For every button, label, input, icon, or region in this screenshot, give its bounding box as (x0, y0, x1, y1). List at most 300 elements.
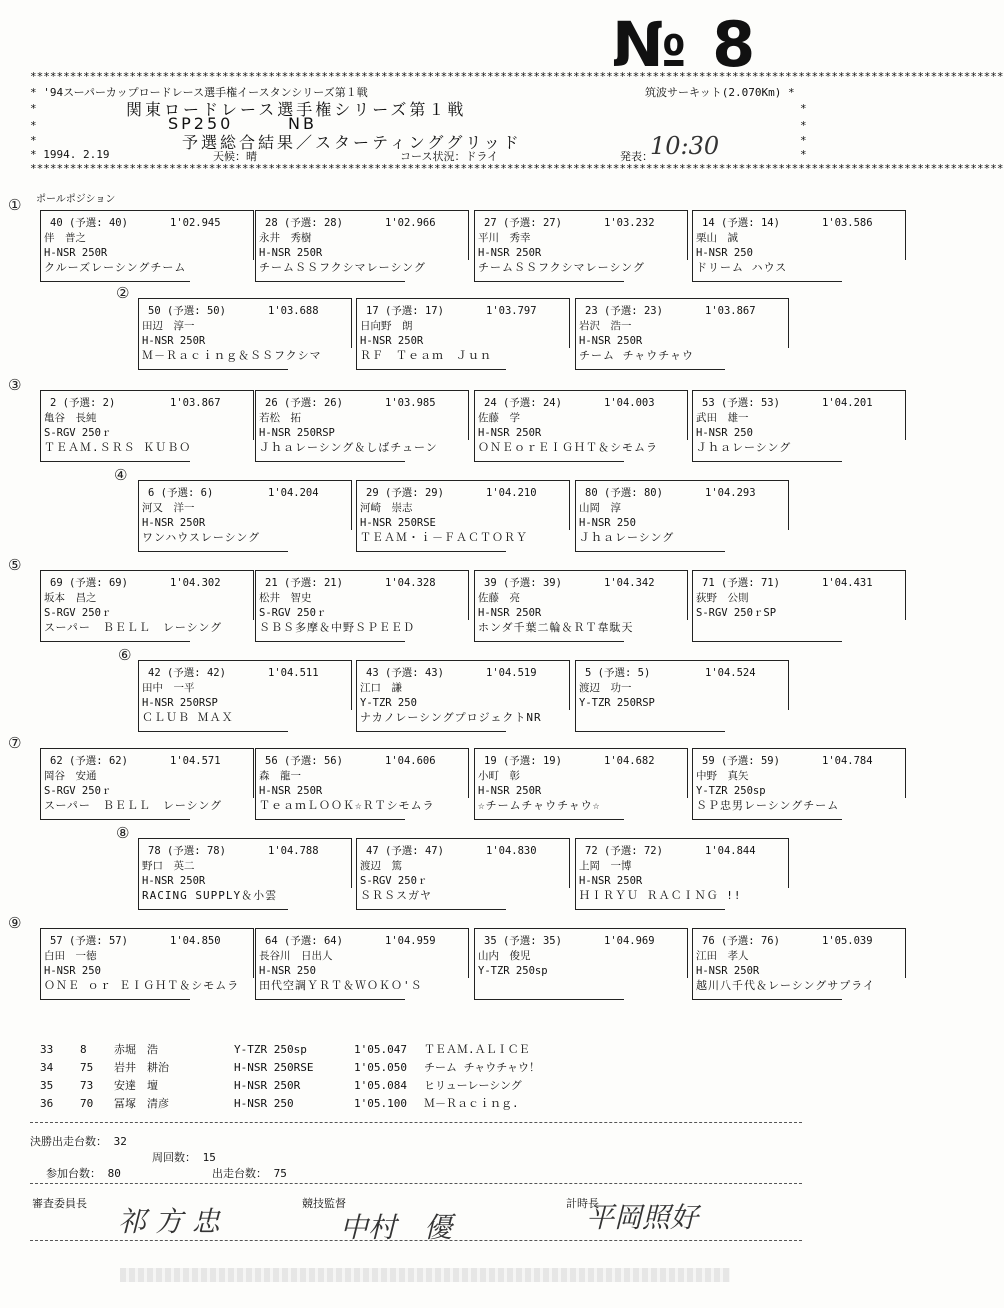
grid-slot (692, 748, 906, 820)
qualifying-position: 26 (323, 397, 337, 409)
lap-time: 1'05.039 (822, 935, 873, 947)
cell-pos: 33 (40, 1042, 54, 1056)
car-number: 28 (265, 217, 278, 229)
machine: H-NSR 250 (579, 517, 636, 529)
slot-number-line: 17 (予選: 17) 1'03.797 (366, 305, 537, 317)
team-name: スーパー ＢＥＬＬ レーシング (44, 799, 223, 812)
car-number: 76 (702, 935, 715, 947)
machine: H-NSR 250RSP (259, 427, 335, 439)
qualifying-position: 5 (637, 667, 644, 679)
team-name: チーム チャウチャウ (579, 349, 694, 362)
lap-time: 1'03.688 (268, 305, 319, 317)
car-number: 17 (366, 305, 379, 317)
car-number: 27 (484, 217, 497, 229)
rider-name: 白田 一徳 (44, 950, 97, 962)
machine: H-NSR 250R (478, 785, 542, 797)
class-sub: NB (288, 114, 317, 133)
grid-slot (138, 298, 352, 370)
team-name: チームＳＳフクシマレーシング (478, 261, 645, 274)
machine: S-RGV 250ｒ (44, 427, 112, 439)
car-number: 59 (702, 755, 715, 767)
qualifying-position: 56 (323, 755, 337, 767)
team-name: ＯＮＥｏｒＥＩＧＨＴ＆シモムラ (478, 441, 658, 454)
grid-slot (138, 480, 352, 552)
rider-name: 渡辺 篤 (360, 860, 402, 872)
cell-machine: Y-TZR 250sp (234, 1042, 307, 1056)
slot-number-line: 40 (予選: 40) 1'02.945 (50, 217, 221, 229)
grid-slot (692, 210, 906, 282)
slot-number-line: 56 (予選: 56) 1'04.606 (265, 755, 436, 767)
team-name: 越川八千代＆レーシングサプライ (696, 979, 875, 992)
table-row (40, 1058, 624, 1076)
lap-time: 1'03.797 (486, 305, 537, 317)
machine: H-NSR 250R (360, 335, 424, 347)
qualifying-position: 59 (760, 755, 774, 767)
timekeeper-label: 計時長 (566, 1197, 599, 1210)
qualifying-position: 47 (424, 845, 438, 857)
grid-row-marker: ② (116, 284, 130, 302)
slot-number-line: 57 (予選: 57) 1'04.850 (50, 935, 221, 947)
car-number: 5 (585, 667, 592, 679)
qualifying-position: 57 (108, 935, 122, 947)
slot-number-line: 35 (予選: 35) 1'04.969 (484, 935, 655, 947)
slot-number-line: 21 (予選: 21) 1'04.328 (265, 577, 436, 589)
team-name: クルーズレーシングチーム (44, 261, 187, 274)
rider-name: 栗山 誠 (696, 232, 738, 244)
slot-number-line: 39 (予選: 39) 1'04.342 (484, 577, 655, 589)
timekeeper-signature: 平岡照好 (586, 1201, 699, 1234)
doc-number: № 8 (612, 8, 758, 81)
team-name: ワンハウスレーシング (142, 531, 261, 544)
rider-name: 平川 秀幸 (478, 232, 531, 244)
machine: H-NSR 250 (696, 247, 753, 259)
qualifying-position: 50 (206, 305, 220, 317)
lap-time: 1'04.328 (385, 577, 436, 589)
rider-name: 日向野 朗 (360, 320, 413, 332)
rider-name: 山内 俊児 (478, 950, 531, 962)
rider-name: 江田 孝人 (696, 950, 749, 962)
grid-slot (575, 298, 789, 370)
grid-slot (692, 570, 906, 642)
series-label: * '94スーパーカップロードレース選手権イースタンシリーズ第１戦 (30, 86, 368, 99)
rider-name: 武田 雄一 (696, 412, 749, 424)
cell-team: ヒリューレーシング (424, 1079, 522, 1092)
slot-number-line: 43 (予選: 43) 1'04.519 (366, 667, 537, 679)
rider-name: 中野 真矢 (696, 770, 749, 782)
starters-count: 出走台数： 75 (212, 1167, 287, 1180)
slot-number-line: 19 (予選: 19) 1'04.682 (484, 755, 655, 767)
car-number: 62 (50, 755, 63, 767)
lap-time: 1'04.830 (486, 845, 537, 857)
team-name: ＴＥＡＭ・ｉ－ＦＡＣＴＯＲＹ (360, 531, 528, 544)
slot-number-line: 76 (予選: 76) 1'05.039 (702, 935, 873, 947)
grid-slot (255, 570, 469, 642)
qualifying-position: 78 (206, 845, 220, 857)
qualifying-position: 6 (200, 487, 207, 499)
car-number: 42 (148, 667, 161, 679)
car-number: 72 (585, 845, 598, 857)
rider-name: 松井 智史 (259, 592, 312, 604)
car-number: 21 (265, 577, 278, 589)
machine: H-NSR 250R (579, 875, 643, 887)
machine: Y-TZR 250 (360, 697, 417, 709)
qualifying-position: 23 (643, 305, 657, 317)
qualifying-position: 72 (643, 845, 657, 857)
lap-time: 1'04.302 (170, 577, 221, 589)
team-name: ホンダ千葉二輪＆ＲＴ韋駄天 (478, 621, 634, 634)
machine: H-NSR 250RSE (360, 517, 436, 529)
cell-no: 75 (80, 1060, 94, 1074)
grid-slot (40, 570, 254, 642)
lap-time: 1'04.524 (705, 667, 756, 679)
machine: H-NSR 250R (44, 247, 108, 259)
cell-machine: H-NSR 250R (234, 1078, 301, 1092)
scan-artifact-strip (120, 1268, 730, 1282)
qualifying-position: 53 (760, 397, 774, 409)
grid-row-marker: ⑦ (8, 734, 22, 752)
race-date: * 1994. 2.19 (30, 148, 110, 161)
grid-slot (255, 928, 469, 1000)
grid-slot (474, 390, 688, 462)
cell-team: ＴＥＡＭ.ＡＬＩＣＥ (424, 1043, 530, 1056)
car-number: 50 (148, 305, 161, 317)
qualifying-position: 42 (206, 667, 220, 679)
rider-name: 河崎 崇志 (360, 502, 413, 514)
class-name: SP250 (168, 114, 234, 133)
non-qualifier-table (40, 1040, 624, 1112)
car-number: 47 (366, 845, 379, 857)
lap-time: 1'04.342 (604, 577, 655, 589)
machine: H-NSR 250R (579, 335, 643, 347)
rider-name: 山岡 淳 (579, 502, 621, 514)
weather: 天候：晴 (213, 150, 257, 163)
cell-pos: 35 (40, 1078, 54, 1092)
cell-machine: H-NSR 250 (234, 1096, 294, 1110)
team-name: 田代空調ＹＲＴ＆ＷＯＫＯ'Ｓ (259, 979, 423, 992)
slot-number-line: 80 (予選: 80) 1'04.293 (585, 487, 756, 499)
qualifying-position: 64 (323, 935, 337, 947)
grid-slot (575, 660, 789, 732)
lap-time: 1'03.232 (604, 217, 655, 229)
grid-row-marker: ① (8, 196, 22, 214)
lap-time: 1'04.210 (486, 487, 537, 499)
lap-time: 1'04.606 (385, 755, 436, 767)
course-condition: コース状況：ドライ (400, 150, 499, 163)
steward-label: 審査委員長 (32, 1197, 87, 1210)
qualifying-position: 35 (542, 935, 556, 947)
rider-name: 上岡 一博 (579, 860, 632, 872)
circuit-name: 筑波サーキット(2.070Km) * (645, 86, 795, 99)
qualifying-position: 71 (760, 577, 774, 589)
grid-row-marker: ④ (114, 466, 128, 484)
rider-name: 長谷川 日出人 (259, 950, 333, 962)
lap-time: 1'03.586 (822, 217, 873, 229)
qualifying-position: 2 (102, 397, 109, 409)
team-name: Ｍ－Ｒａｃｉｎｇ＆ＳＳフクシマ (142, 349, 322, 362)
team-name: チームＳＳフクシマレーシング (259, 261, 426, 274)
machine: S-RGV 250ｒ (259, 607, 327, 619)
laps-count: 周回数： 15 (152, 1151, 216, 1164)
lap-time: 1'04.844 (705, 845, 756, 857)
car-number: 80 (585, 487, 598, 499)
machine: Y-TZR 250RSP (579, 697, 655, 709)
slot-number-line: 28 (予選: 28) 1'02.966 (265, 217, 436, 229)
qualifying-position: 62 (108, 755, 122, 767)
slot-number-line: 53 (予選: 53) 1'04.201 (702, 397, 873, 409)
grid-slot (356, 480, 570, 552)
slot-number-line: 6 (予選: 6) 1'04.204 (148, 487, 319, 499)
entries-count: 参加台数： 80 (46, 1167, 121, 1180)
table-row (40, 1094, 624, 1112)
machine: H-NSR 250 (259, 965, 316, 977)
lap-time: 1'04.682 (604, 755, 655, 767)
slot-number-line: 50 (予選: 50) 1'03.688 (148, 305, 319, 317)
machine: S-RGV 250ｒ (44, 785, 112, 797)
team-name: ＳＢＳ多摩＆中野ＳＰＥＥＤ (259, 621, 415, 634)
machine: H-NSR 250 (44, 965, 101, 977)
cell-rider: 赤堀 浩 (114, 1043, 158, 1056)
announce-time: 10:30 (650, 132, 720, 160)
grid-slot (474, 210, 688, 282)
cell-no: 73 (80, 1078, 94, 1092)
cell-team: チーム チャウチャウ！ (424, 1061, 540, 1074)
car-number: 56 (265, 755, 278, 767)
grid-row-marker: ③ (8, 376, 22, 394)
car-number: 39 (484, 577, 497, 589)
rider-name: 亀谷 長純 (44, 412, 97, 424)
qualifying-position: 69 (108, 577, 122, 589)
grid-slot (138, 838, 352, 910)
rider-name: 佐藤 学 (478, 412, 520, 424)
steward-signature: 祁 方 忠 (118, 1205, 220, 1238)
grid-slot (575, 838, 789, 910)
rider-name: 田中 一平 (142, 682, 195, 694)
cell-machine: H-NSR 250RSE (234, 1060, 314, 1074)
slot-number-line: 26 (予選: 26) 1'03.985 (265, 397, 436, 409)
rider-name: 伴 普之 (44, 232, 86, 244)
machine: H-NSR 250R (142, 875, 206, 887)
rider-name: 河又 洋一 (142, 502, 195, 514)
car-number: 29 (366, 487, 379, 499)
car-number: 23 (585, 305, 598, 317)
qualifying-position: 80 (643, 487, 657, 499)
rider-name: 小町 彰 (478, 770, 520, 782)
cell-rider: 岩井 耕治 (114, 1061, 169, 1074)
lap-time: 1'04.204 (268, 487, 319, 499)
grid-slot (575, 480, 789, 552)
grid-row-marker: ⑧ (116, 824, 130, 842)
team-name: ＳＲＳスガヤ (360, 889, 432, 902)
qualifying-position: 28 (323, 217, 337, 229)
machine: Y-TZR 250sp (696, 785, 766, 797)
machine: H-NSR 250R (142, 335, 206, 347)
rider-name: 坂本 昌之 (44, 592, 97, 604)
cell-time: 1'05.100 (354, 1096, 407, 1110)
lap-time: 1'04.201 (822, 397, 873, 409)
slot-number-line: 23 (予選: 23) 1'03.867 (585, 305, 756, 317)
car-number: 24 (484, 397, 497, 409)
qualifying-position: 76 (760, 935, 774, 947)
team-name: Ｊｈａレーシング＆しばチューン (259, 441, 438, 454)
car-number: 71 (702, 577, 715, 589)
qualifying-position: 24 (542, 397, 556, 409)
rider-name: 永井 秀樹 (259, 232, 312, 244)
cell-pos: 36 (40, 1096, 54, 1110)
subtitle: 予選総合結果／スターティンググリッド (182, 133, 522, 152)
team-name: RACING SUPPLY＆小雲 (142, 889, 278, 902)
grid-slot (138, 660, 352, 732)
slot-number-line: 78 (予選: 78) 1'04.788 (148, 845, 319, 857)
slot-number-line: 71 (予選: 71) 1'04.431 (702, 577, 873, 589)
lap-time: 1'04.788 (268, 845, 319, 857)
slot-number-line: 47 (予選: 47) 1'04.830 (366, 845, 537, 857)
slot-number-line: 14 (予選: 14) 1'03.586 (702, 217, 873, 229)
grid-slot (692, 390, 906, 462)
grid-slot (40, 210, 254, 282)
lap-time: 1'04.003 (604, 397, 655, 409)
grid-slot (255, 390, 469, 462)
lap-time: 1'04.519 (486, 667, 537, 679)
table-row (40, 1076, 624, 1094)
rider-name: 佐藤 亮 (478, 592, 520, 604)
rider-name: 岡谷 安通 (44, 770, 97, 782)
grid-row-marker: ⑤ (8, 556, 22, 574)
team-name: ドリーム ハウス (696, 261, 788, 274)
machine: H-NSR 250R (478, 247, 542, 259)
grid-slot (255, 748, 469, 820)
grid-slot (692, 928, 906, 1000)
machine: S-RGV 250ｒSP (696, 607, 777, 619)
lap-time: 1'04.571 (170, 755, 221, 767)
qualifying-position: 14 (760, 217, 774, 229)
lap-time: 1'04.511 (268, 667, 319, 679)
car-number: 2 (50, 397, 57, 409)
team-name: Ｊｈａレーシング (579, 531, 675, 544)
slot-number-line: 69 (予選: 69) 1'04.302 (50, 577, 221, 589)
team-name: ＲＦ Ｔｅａｍ Ｊｕｎ (360, 349, 492, 362)
machine: H-NSR 250R (478, 607, 542, 619)
rider-name: 荻野 公則 (696, 592, 749, 604)
slot-number-line: 59 (予選: 59) 1'04.784 (702, 755, 873, 767)
star-border-bottom: *************************************************************************************************************************************************** (30, 162, 1004, 175)
slot-number-line: 27 (予選: 27) 1'03.232 (484, 217, 655, 229)
cell-pos: 34 (40, 1060, 54, 1074)
car-number: 69 (50, 577, 63, 589)
grid-slot (255, 210, 469, 282)
grid-slot (356, 298, 570, 370)
lap-time: 1'03.867 (170, 397, 221, 409)
table-row (40, 1040, 624, 1058)
car-number: 57 (50, 935, 63, 947)
qualifying-position: 40 (108, 217, 122, 229)
lap-time: 1'04.969 (604, 935, 655, 947)
grid-slot (474, 928, 688, 1000)
pole-position-label: ポールポジション (36, 194, 116, 205)
machine: H-NSR 250R (259, 785, 323, 797)
lap-time: 1'04.293 (705, 487, 756, 499)
slot-number-line: 2 (予選: 2) 1'03.867 (50, 397, 221, 409)
slot-number-line: 62 (予選: 62) 1'04.571 (50, 755, 221, 767)
qualifying-position: 17 (424, 305, 438, 317)
slot-number-line: 42 (予選: 42) 1'04.511 (148, 667, 319, 679)
qualifying-position: 27 (542, 217, 556, 229)
qualifying-position: 21 (323, 577, 337, 589)
rider-name: 江口 謙 (360, 682, 402, 694)
team-name: スーパー ＢＥＬＬ レーシング (44, 621, 223, 634)
lap-time: 1'03.985 (385, 397, 436, 409)
cell-team: Ｍ－Ｒａｃｉｎｇ. (424, 1097, 519, 1110)
machine: S-RGV 250ｒ (44, 607, 112, 619)
team-name: ナカノレーシングプロジェクトNR (360, 711, 542, 724)
team-name: ＴＥＡＭ.ＳＲＳ ＫＵＢＯ (44, 441, 192, 454)
grid-slot (40, 748, 254, 820)
lap-time: 1'02.966 (385, 217, 436, 229)
rider-name: 若松 拓 (259, 412, 301, 424)
lap-time: 1'03.867 (705, 305, 756, 317)
car-number: 35 (484, 935, 497, 947)
qualifying-position: 19 (542, 755, 556, 767)
rider-name: 田辺 淳一 (142, 320, 195, 332)
grid-slot (40, 390, 254, 462)
slot-number-line: 5 (予選: 5) 1'04.524 (585, 667, 756, 679)
lap-time: 1'04.850 (170, 935, 221, 947)
car-number: 53 (702, 397, 715, 409)
qualifying-position: 29 (424, 487, 438, 499)
cell-time: 1'05.047 (354, 1042, 407, 1056)
rider-name: 渡辺 功一 (579, 682, 632, 694)
slot-number-line: 72 (予選: 72) 1'04.844 (585, 845, 756, 857)
cell-no: 70 (80, 1096, 94, 1110)
director-label: 競技監督 (302, 1197, 346, 1210)
grid-slot (40, 928, 254, 1000)
team-name: ＨＩＲＹＵ ＲＡＣＩＮＧ !! (579, 889, 742, 902)
qualifying-position: 43 (424, 667, 438, 679)
slot-number-line: 24 (予選: 24) 1'04.003 (484, 397, 655, 409)
car-number: 26 (265, 397, 278, 409)
cell-time: 1'05.084 (354, 1078, 407, 1092)
machine: H-NSR 250R (478, 427, 542, 439)
team-name: ＴｅａｍＬＯＯＫ☆ＲＴシモムラ (259, 799, 435, 812)
grid-row-marker: ⑥ (118, 646, 132, 664)
lap-time: 1'02.945 (170, 217, 221, 229)
car-number: 78 (148, 845, 161, 857)
lap-time: 1'04.959 (385, 935, 436, 947)
machine: H-NSR 250R (259, 247, 323, 259)
cell-time: 1'05.050 (354, 1060, 407, 1074)
machine: H-NSR 250R (142, 517, 206, 529)
team-name: Ｊｈａレーシング (696, 441, 792, 454)
grid-row-marker: ⑨ (8, 914, 22, 932)
grid-slot (356, 838, 570, 910)
machine: Y-TZR 250sp (478, 965, 548, 977)
finals-count: 決勝出走台数： 32 (30, 1135, 127, 1148)
qualifying-position: 39 (542, 577, 556, 589)
event-title: 関東ロードレース選手権シリーズ第１戦 (126, 100, 467, 119)
director-signature: 中村 優 (340, 1211, 453, 1244)
grid-slot (356, 660, 570, 732)
machine: H-NSR 250 (696, 427, 753, 439)
announce-label: 発表： (620, 150, 653, 163)
machine: H-NSR 250RSP (142, 697, 218, 709)
car-number: 43 (366, 667, 379, 679)
star-border-top: *************************************************************************************************************************************************** (30, 70, 1004, 83)
machine: H-NSR 250R (696, 965, 760, 977)
team-name: ＣＬＵＢ ＭＡＸ (142, 711, 234, 724)
car-number: 64 (265, 935, 278, 947)
slot-number-line: 64 (予選: 64) 1'04.959 (265, 935, 436, 947)
rider-name: 森 龍一 (259, 770, 301, 782)
car-number: 6 (148, 487, 155, 499)
